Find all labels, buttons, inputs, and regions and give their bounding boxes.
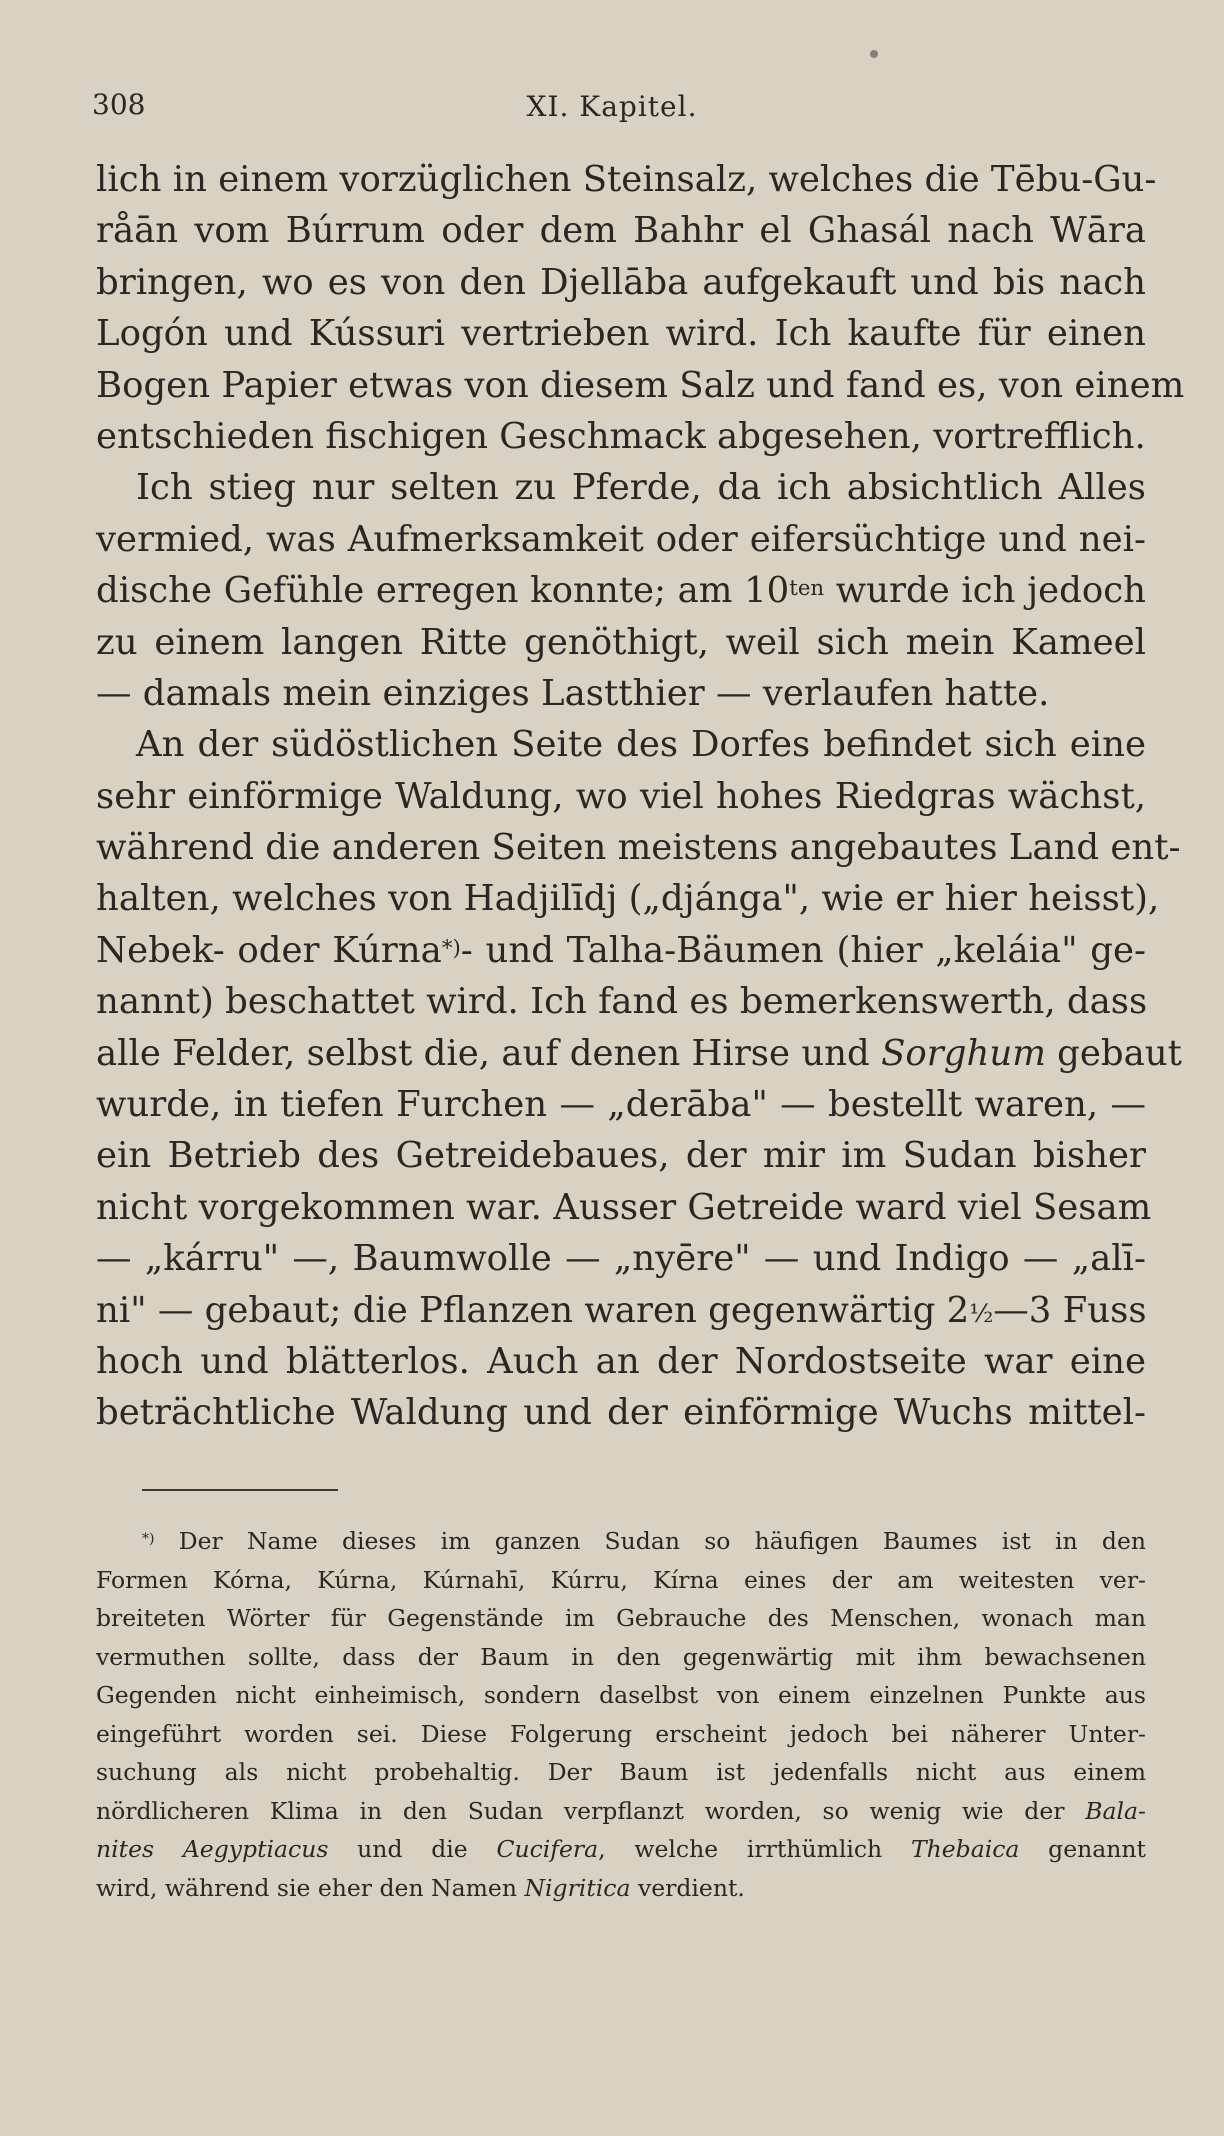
- footnote-line: breiteten Wörter für Gegenstände im Gebrauche des Menschen, wonach man: [96, 1604, 1146, 1632]
- text-segment: wurde ich jedoch: [824, 570, 1146, 612]
- running-title: XI. Kapitel.: [526, 90, 698, 123]
- footnote: [96, 1522, 1146, 1907]
- text-segment: alle Felder, selbst die, auf denen Hirse und: [96, 1032, 870, 1074]
- text-line: Ich stieg nur selten zu Pferde, da ich absichtlich Alles: [136, 467, 1146, 509]
- text-line: bringen, wo es von den Djellāba aufgekauft und bis nach: [96, 261, 1146, 303]
- italic-term: Nigritica: [524, 1873, 631, 1902]
- text-line: [96, 925, 1146, 976]
- text-line: lich in einem vorzüglichen Steinsalz, welches die Tēbu-Gu-: [96, 159, 1157, 200]
- italic-term: Cucifera: [496, 1835, 599, 1863]
- text-line: [96, 565, 1146, 616]
- text-segment: Nebek- oder Kúrna: [96, 929, 442, 971]
- footnote-divider: [142, 1489, 338, 1491]
- text-segment: gebaut: [1045, 1032, 1182, 1074]
- text-segment: ni" — gebaut; die Pflanzen waren gegenwärtig 2: [96, 1289, 970, 1331]
- ink-spot: [870, 50, 878, 58]
- text-line: zu einem langen Ritte genöthigt, weil sich mein Kameel: [96, 621, 1146, 663]
- footnote-line: eingeführt worden sei. Diese Folgerung erscheint jedoch bei näherer Unter-: [96, 1719, 1146, 1748]
- text-line: nicht vorgekommen war. Ausser Getreide ward viel Sesam: [96, 1186, 1152, 1228]
- text-line: råān vom Búrrum oder dem Bahhr el Ghasál nach Wāra: [96, 210, 1146, 252]
- text-segment: genannt: [1019, 1835, 1146, 1863]
- text-line: halten, welches von Hadjilīdj („djánga", wie er hier heisst),: [96, 878, 1160, 920]
- text-segment: - und Talha-Bäumen (hier „keláia" ge-: [460, 929, 1146, 971]
- footnote-mark: *): [441, 935, 461, 961]
- text-line: sehr einförmige Waldung, wo viel hohes Riedgras wächst,: [96, 775, 1146, 817]
- text-line: — „kárru" —, Baumwolle — „nyēre" — und Indigo — „alī-: [96, 1238, 1146, 1280]
- italic-term: Bala-: [1085, 1796, 1146, 1825]
- text-line: während die anderen Seiten meistens angebautes Land ent-: [96, 827, 1181, 869]
- text-line: ein Betrieb des Getreidebaues, der mir im Sudan bisher: [96, 1135, 1146, 1177]
- text-line: [96, 1028, 1182, 1079]
- main-text: [96, 154, 1185, 1439]
- text-line: Logón und Kússuri vertrieben wird. Ich kaufte für einen: [96, 313, 1146, 355]
- text-line: Bogen Papier etwas von diesem Salz und fand es, von einem: [96, 364, 1185, 406]
- text-line: vermied, was Aufmerksamkeit oder eifersüchtige und nei-: [96, 518, 1146, 560]
- page-number: 308: [92, 88, 146, 121]
- text-line: entschieden fischigen Geschmack abgesehen, vortrefflich.: [96, 415, 1146, 457]
- text-line: [96, 1285, 1146, 1336]
- text-line: An der südöstlichen Seite des Dorfes befindet sich eine: [136, 724, 1146, 766]
- text-line: nannt) beschattet wird. Ich fand es bemerkenswerth, dass: [96, 981, 1148, 1023]
- fraction: ½: [969, 1298, 994, 1328]
- footnote-line: [96, 1522, 1146, 1561]
- text-segment: Der Name dieses im ganzen Sudan so häufigen Baumes ist in den: [154, 1527, 1146, 1555]
- footnote-line: Gegenden nicht einheimisch, sondern daselbst von einem einzelnen Punkte aus: [96, 1681, 1146, 1709]
- text-segment: verdient.: [630, 1873, 745, 1902]
- footnote-mark: *): [142, 1531, 155, 1547]
- text-line: beträchtliche Waldung und der einförmige Wuchs mittel-: [96, 1392, 1146, 1434]
- page-header: [92, 88, 1132, 128]
- text-segment: und die: [328, 1835, 497, 1863]
- footnote-line: [96, 1869, 1146, 1908]
- footnote-line: [96, 1830, 1146, 1869]
- text-segment: nördlicheren Klima in den Sudan verpflanzt worden, so wenig wie der: [96, 1796, 1065, 1825]
- text-line: wurde, in tiefen Furchen — „derāba" — bestellt waren, —: [96, 1084, 1146, 1126]
- superscript: ten: [789, 576, 825, 602]
- italic-term: Sorghum: [881, 1032, 1046, 1074]
- footnote-line: [96, 1792, 1146, 1831]
- italic-term: nites Aegyptiacus: [96, 1835, 329, 1863]
- text-line: — damals mein einziges Lastthier — verlaufen hatte.: [96, 672, 1050, 714]
- footnote-line: vermuthen sollte, dass der Baum in den gegenwärtig mit ihm bewachsenen: [96, 1642, 1146, 1671]
- footnote-line: Formen Kórna, Kúrna, Kúrnahī, Kúrru, Kírna eines der am weitesten ver-: [96, 1565, 1146, 1594]
- text-segment: —3 Fuss: [993, 1289, 1147, 1331]
- italic-term: Thebaica: [910, 1835, 1020, 1863]
- text-line: hoch und blätterlos. Auch an der Nordostseite war eine: [96, 1340, 1146, 1382]
- footnote-line: suchung als nicht probehaltig. Der Baum ist jedenfalls nicht aus einem: [96, 1758, 1146, 1786]
- text-segment: , welche irrthümlich: [598, 1835, 911, 1863]
- text-segment: dische Gefühle erregen konnte; am 10: [96, 570, 790, 612]
- text-segment: wird, während sie eher den Namen: [96, 1873, 517, 1902]
